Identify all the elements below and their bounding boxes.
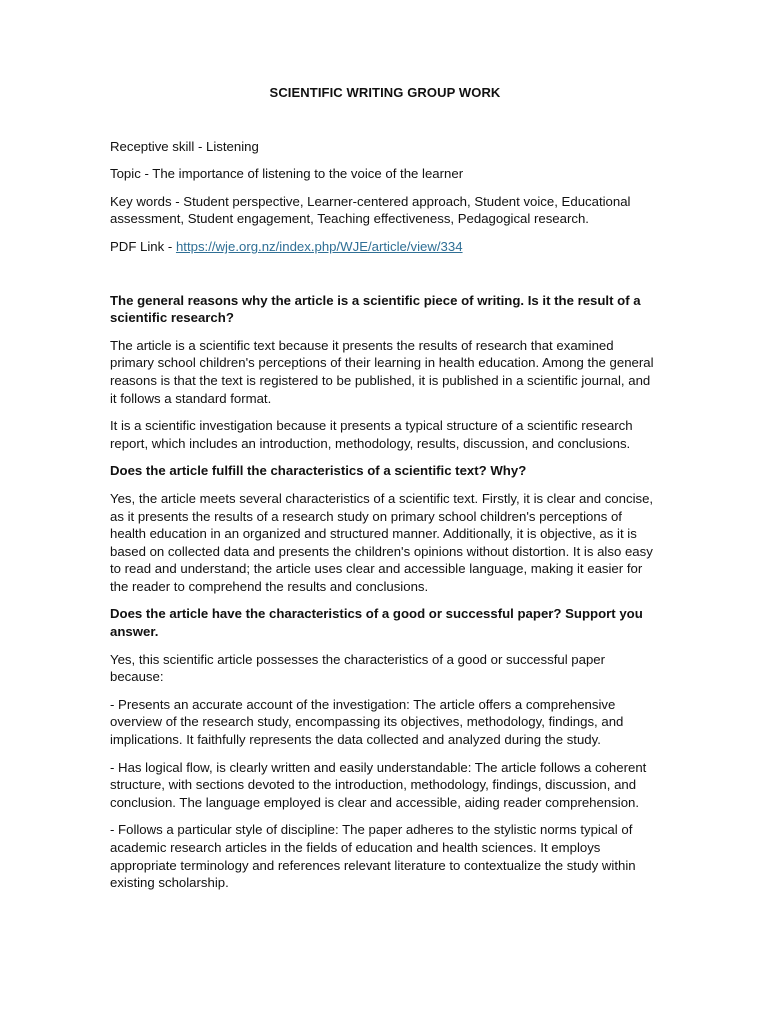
pdf-link[interactable]: https://wje.org.nz/index.php/WJE/article/view/334 [175,238,463,254]
section-2-question: Does the article fulfill the characteristics of a scientific text? Why? [110,463,527,479]
keywords-line: Key words - Student perspective, Learner-centered approach, Student voice, Educational assessment, Student engagement, Teaching effectiveness, Pedagogical research. [110,193,631,227]
document-page [110,84,660,902]
section-1-paragraph-2: It is a scientific investigation because it presents a typical structure of a scientific research report, which includes an introduction, methodology, results, discussion, and conclusions. [110,418,633,451]
section-2-paragraph-1: Yes, the article meets several characteristics of a scientific text. Firstly, it is clear and concise, as it presents the results of a research study on primary school children's perceptions of health education in an organized and structured manner. Additionally, it is objective, as it is based on collected data and presents the children's opinions without distortion. It is also easy to read and understand; the article uses clear and accessible language, making it easier for the reader to comprehend the results and conclusions. [110,490,654,594]
document-title: SCIENTIFIC WRITING GROUP WORK [269,85,501,100]
skill-line: Receptive skill - Listening [110,138,259,154]
section-3-paragraph-1: Yes, this scientific article possesses the characteristics of a good or successful paper because: [110,651,606,685]
pdf-line [110,238,660,256]
section-3-paragraph-4: - Follows a particular style of discipline: The paper adheres to the stylistic norms typical of academic research articles in the fields of education and health sciences. It employs appropriate terminology and references relevant literature to contextualize the study within existing scholarship. [110,822,636,891]
topic-line: Topic - The importance of listening to the voice of the learner [110,166,464,182]
section-3-paragraph-2: - Presents an accurate account of the investigation: The article offers a comprehensive overview of the research study, encompassing its objectives, methodology, findings, and implications. It faithfully represents the data collected and analyzed during the study. [110,696,624,748]
section-3-paragraph-3: - Has logical flow, is clearly written and easily understandable: The article follows a coherent structure, with sections devoted to the introduction, methodology, findings, discussion, and conclusion. The language employed is clear and accessible, aiding reader comprehension. [110,759,647,810]
section-3-question: Does the article have the characteristics of a good or successful paper? Support you answer. [110,606,643,640]
section-1-question: The general reasons why the article is a scientific piece of writing. Is it the result of a scientific research? [110,292,641,326]
section-1-paragraph-1: The article is a scientific text because it presents the results of research that examined primary school children's perceptions of their learning in health education. Among the general reasons is that the text is registered to be published, it is published in a scientific journal, and it follows a standard format. [110,337,654,406]
pdf-label: PDF Link - [110,238,176,254]
